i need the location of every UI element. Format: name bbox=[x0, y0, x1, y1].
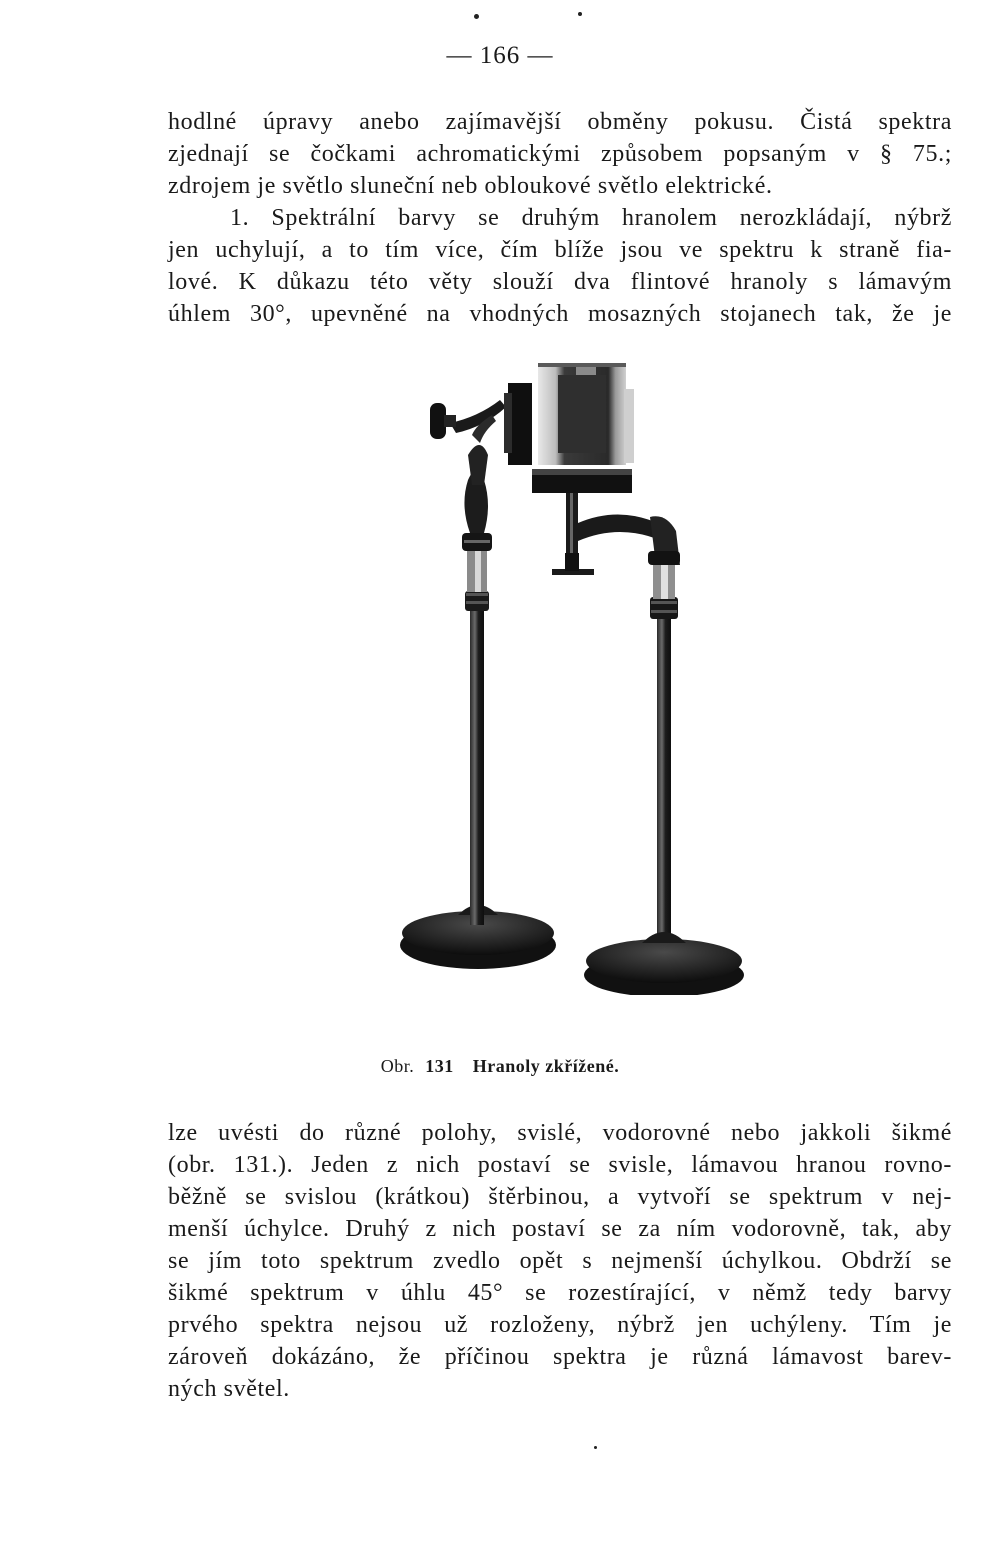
crossed-prisms-photo bbox=[380, 355, 760, 995]
text-line: zároveň dokázáno, že příčinou spektra je různá lámavost barev- bbox=[168, 1344, 952, 1370]
text-line: šikmé spektrum v úhlu 45° se rozestírající, v němž tedy barvy bbox=[168, 1280, 952, 1306]
text-line: ných světel. bbox=[168, 1376, 290, 1402]
ink-speck bbox=[474, 14, 479, 19]
ink-speck bbox=[578, 12, 582, 16]
text-line: se jím toto spektrum zvedlo opět s nejmenší úchylkou. Obdrží se bbox=[168, 1248, 952, 1274]
caption-number: 131 bbox=[425, 1056, 454, 1076]
top-paragraph bbox=[168, 106, 952, 330]
text-line: zdrojem je světlo sluneční neb obloukové světlo elektrické. bbox=[168, 173, 773, 199]
prism-glass bbox=[532, 363, 634, 493]
text-line: lze uvésti do různé polohy, svislé, vodorovné nebo jakkoli šikmé bbox=[168, 1120, 952, 1146]
text-line: úhlem 30°, upevněné na vhodných mosazných stojanech tak, že je bbox=[168, 301, 952, 327]
text-line: prvého spektra nejsou už rozloženy, nýbrž jen uchýleny. Tím je bbox=[168, 1312, 952, 1338]
right-stand bbox=[552, 493, 744, 995]
text-line: menší úchylce. Druhý z nich postaví se za ním vodorovně, tak, aby bbox=[168, 1216, 952, 1242]
text-line: (obr. 131.). Jeden z nich postaví se svisle, lámavou hranou rovno- bbox=[168, 1152, 952, 1178]
text-line: 1. Spektrální barvy se druhým hranolem nerozkládají, nýbrž bbox=[230, 205, 952, 231]
caption-prefix: Obr. bbox=[380, 1056, 415, 1076]
caption-title: Hranoly zkřížené. bbox=[472, 1056, 620, 1076]
bottom-paragraph bbox=[168, 1117, 952, 1405]
text-line: lové. K důkazu této věty slouží dva flintové hranoly s lámavým bbox=[168, 269, 952, 295]
text-line: běžně se svislou (krátkou) štěrbinou, a vytvoří se spektrum v nej- bbox=[168, 1184, 952, 1210]
text-line: zjednají se čočkami achromatickými způsobem popsaným v § 75.; bbox=[168, 141, 952, 167]
text-line: jen uchylují, a to tím více, čím blíže jsou ve spektru k straně fia- bbox=[168, 237, 952, 263]
figure-caption bbox=[0, 1056, 1000, 1077]
prism-stands-illustration bbox=[380, 355, 760, 995]
page-number: — 166 — bbox=[446, 42, 554, 69]
text-line: hodlné úpravy anebo zajímavější obměny pokusu. Čistá spektra bbox=[168, 109, 952, 135]
ink-speck bbox=[594, 1446, 597, 1449]
